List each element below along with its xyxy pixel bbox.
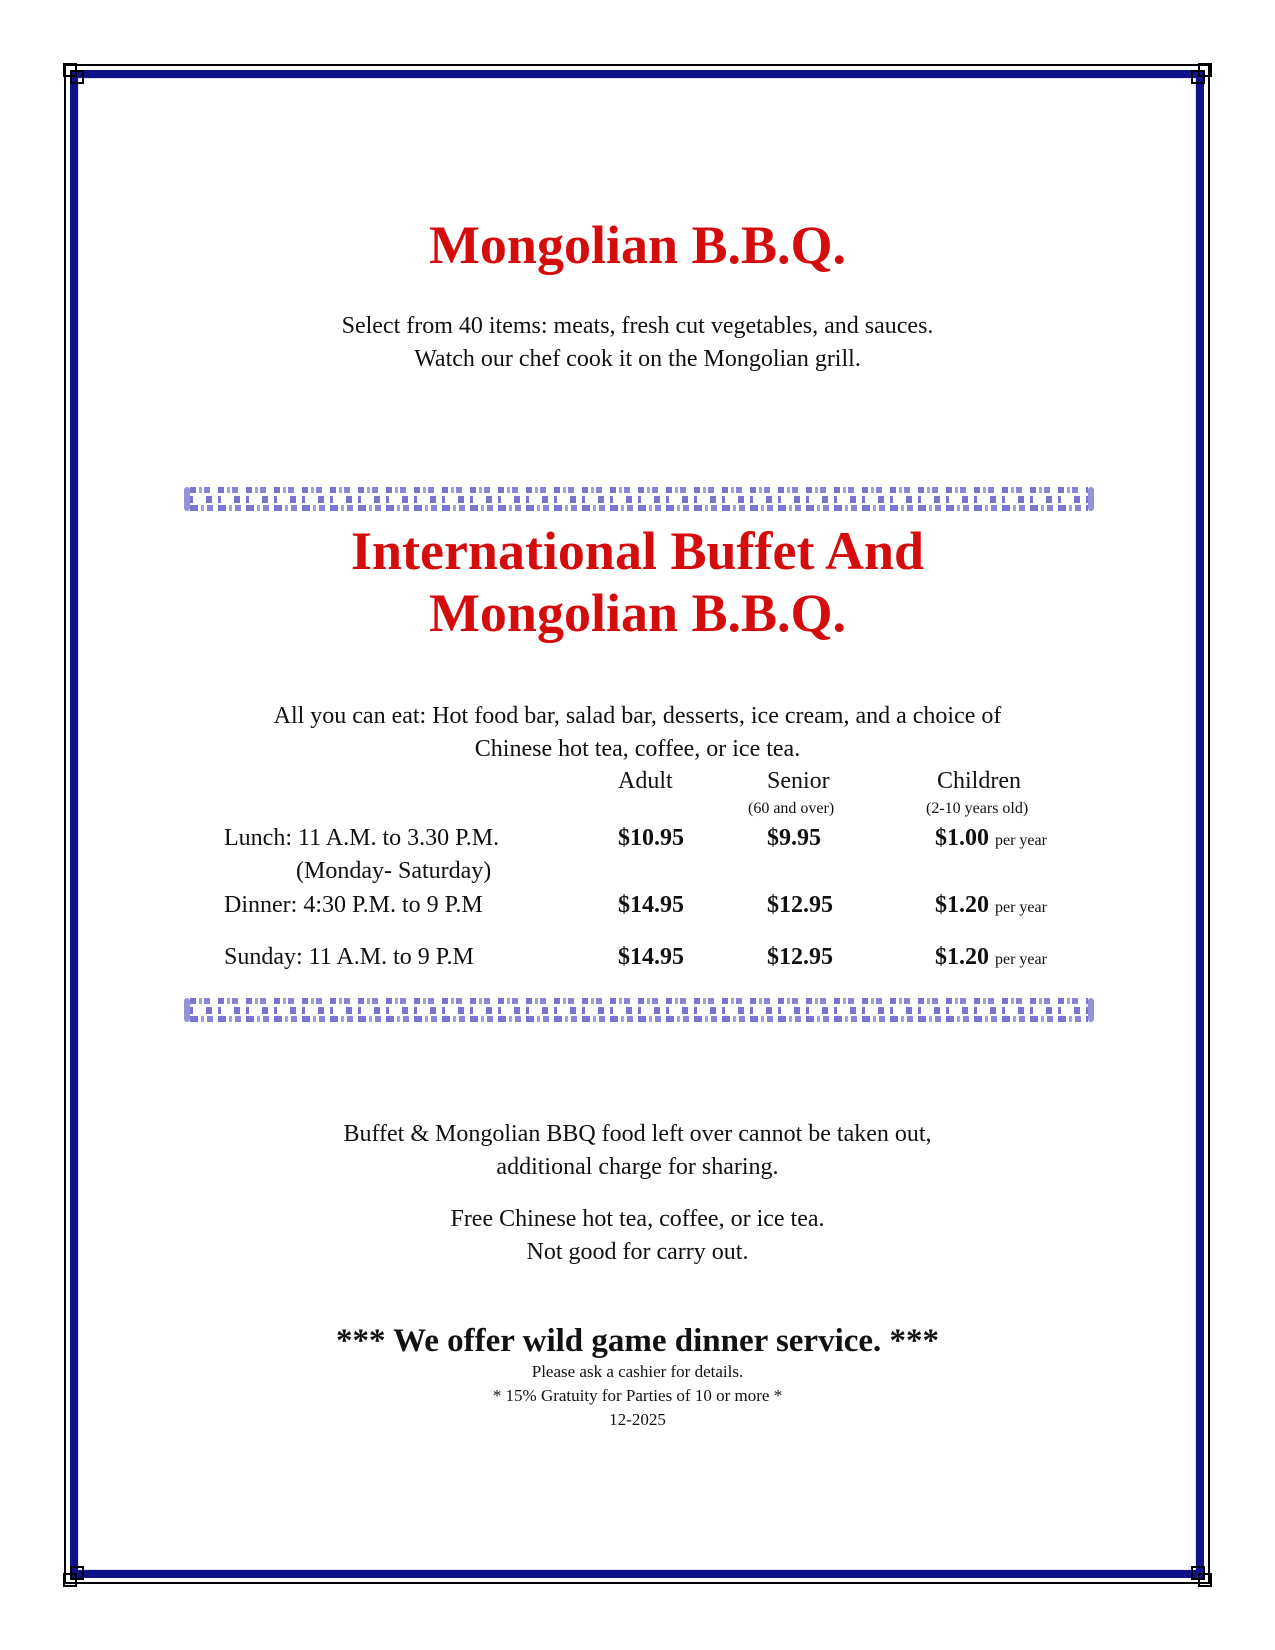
wild-game-announcement: *** We offer wild game dinner service. *** xyxy=(335,1323,940,1359)
price-sunday-senior: $12.95 xyxy=(767,944,833,970)
price-sunday-adult: $14.95 xyxy=(618,944,684,970)
price-dinner-children xyxy=(935,892,1047,919)
row-label-dinner: Dinner: 4:30 P.M. to 9 P.M xyxy=(224,892,483,918)
price-unit: per year xyxy=(995,899,1047,916)
price-dinner-children-value: $1.20 xyxy=(935,892,989,918)
price-lunch-children xyxy=(935,825,1047,852)
price-dinner-adult: $14.95 xyxy=(618,892,684,918)
buffet-title-line-2: Mongolian B.B.Q. xyxy=(428,583,847,643)
drinks-line-2: Not good for carry out. xyxy=(526,1239,749,1265)
price-sunday-children xyxy=(935,944,1047,971)
gratuity-note: * 15% Gratuity for Parties of 10 or more * xyxy=(492,1386,783,1405)
column-header-adult: Adult xyxy=(618,768,673,794)
column-subheader-senior: (60 and over) xyxy=(748,800,835,817)
decorative-pattern-divider-bottom xyxy=(190,998,1088,1022)
corner-ornament-top-left-inner xyxy=(70,70,84,84)
menu-date: 12-2025 xyxy=(609,1410,666,1429)
leftover-line-1: Buffet & Mongolian BBQ food left over cannot be taken out, xyxy=(343,1121,932,1147)
row-label-lunch: Lunch: 11 A.M. to 3.30 P.M. xyxy=(224,825,500,851)
leftover-policy xyxy=(0,1118,1275,1184)
buffet-description-line-2: Chinese hot tea, coffee, or ice tea. xyxy=(474,736,801,762)
price-unit: per year xyxy=(995,832,1047,849)
row-label-sunday: Sunday: 11 A.M. to 9 P.M xyxy=(224,944,474,970)
price-sunday-children-value: $1.20 xyxy=(935,944,989,970)
column-header-senior: Senior xyxy=(767,768,830,794)
price-dinner-senior: $12.95 xyxy=(767,892,833,918)
buffet-section-title xyxy=(0,520,1275,644)
ask-cashier-note: Please ask a cashier for details. xyxy=(531,1362,744,1381)
corner-ornament-top-right-inner xyxy=(1191,70,1205,84)
decorative-pattern-divider-top xyxy=(190,487,1088,511)
corner-ornament-bottom-left-inner xyxy=(70,1566,84,1580)
corner-ornament-bottom-right-inner xyxy=(1191,1566,1205,1580)
drinks-line-1: Free Chinese hot tea, coffee, or ice tea. xyxy=(450,1206,825,1232)
drinks-note xyxy=(0,1203,1275,1269)
row-sublabel-lunch: (Monday- Saturday) xyxy=(296,858,492,884)
mongolian-bbq-title: Mongolian B.B.Q. xyxy=(428,215,847,275)
mongolian-bbq-description xyxy=(0,310,1275,376)
leftover-line-2: additional charge for sharing. xyxy=(496,1154,779,1180)
buffet-title-line-1: International Buffet And xyxy=(350,521,925,581)
price-lunch-senior: $9.95 xyxy=(767,825,821,851)
column-header-children: Children xyxy=(937,768,1021,794)
buffet-description xyxy=(0,700,1275,766)
price-unit: per year xyxy=(995,951,1047,968)
price-lunch-children-value: $1.00 xyxy=(935,825,989,851)
footer xyxy=(0,1322,1275,1432)
column-subheader-children: (2-10 years old) xyxy=(926,800,1029,817)
mongolian-bbq-section xyxy=(0,214,1275,276)
price-lunch-adult: $10.95 xyxy=(618,825,684,851)
description-line-2: Watch our chef cook it on the Mongolian grill. xyxy=(414,346,861,372)
description-line-1: Select from 40 items: meats, fresh cut vegetables, and sauces. xyxy=(341,313,934,339)
buffet-description-line-1: All you can eat: Hot food bar, salad bar, desserts, ice cream, and a choice of xyxy=(273,703,1002,729)
